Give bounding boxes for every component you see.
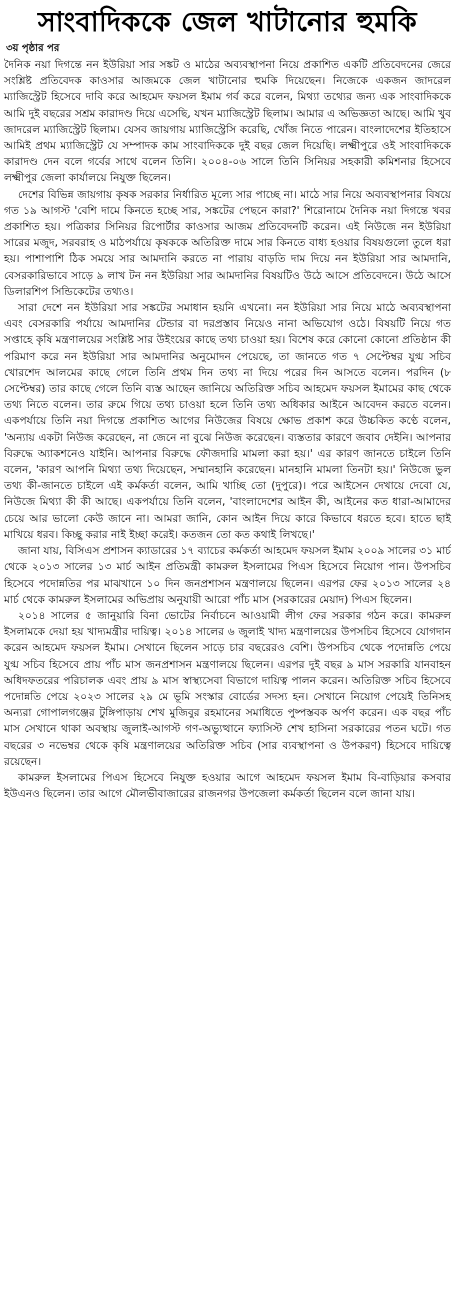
headline: সাংবাদিককে জেল খাটানোর হুমকি: [37, 7, 418, 38]
article-body: [4, 57, 451, 802]
continued-from-label: ৩য় পৃষ্ঠার পর: [6, 43, 60, 54]
paragraph-2: দেশের বিভিন্ন জায়গায় কৃষক সরকার নির্ধারিত মূল্যে সার পাচ্ছে না। মাঠে সার নিয়ে অব্যবস্থাপনার বিষয়ে গত ১৯ আগস্ট 'বেশি দামে কিনতে হচ্ছে সার, সঙ্কটের পেছনে কারা?' শিরোনামে দৈনিক নয়া দিগন্তে খবর প্রকাশিত হয়। পত্রিকার সিনিয়র রিপোর্টার কাওসার আজম প্রতিবেদনটি করেন। এই নিউজে নন ইউরিয়া সারের মজুদ, সরবরাহ ও মাঠপর্যায়ে কৃষককে অতিরিক্ত দামে সার কিনতে বাধ্য হওয়ার বিষয়গুলো তুলে ধরা হয়। পাশাপাশি ঠিক সময়ে সার আমদানি করতে না পারায় বাড়তি দাম দিয়ে নন ইউরিয়া সার আমদানি, বেসরকারিভাবে সাড়ে ৯ লাখ টন নন ইউরিয়া সার আমদানির বিষয়টিও উঠে আসে প্রতিবেদনে। উঠে আসে ডিলারশিপ সিন্ডিকেটের তথ্যও।: [4, 188, 451, 298]
paragraph-1: দৈনিক নয়া দিগন্তে নন ইউরিয়া সার সঙ্কট ও মাঠের অব্যবস্থাপনা নিয়ে প্রকাশিত একটি প্রতিবেদনের জেরে সংশ্লিষ্ট প্রতিবেদক কাওসার আজমকে জেল খাটানোর হুমকি দিয়েছেন। নিজেকে একজন জাদরেল ম্যাজিস্ট্রেট হিসেবে দাবি করে আহমেদ ফয়সল ইমাম গর্ব করে বলেন, মিথ্যা তথ্যের জন্য এক সাংবাদিককে আমি দুই বছরের সশ্রম কারাদণ্ড দিয়ে এসেছি, যখন ম্যাজিস্ট্রেট ছিলাম। আমার এ অভিজ্ঞতা আছে। আমি খুব জাদরেল ম্যাজিস্ট্রেট ছিলাম। যেসব জায়গায় ম্যাজিস্ট্রেসি করেছি, খোঁজ নিতে পারেন। বাংলাদেশের ইতিহাসে আমিই প্রথম ম্যাজিস্ট্রেট যে সম্পাদক কাম সাংবাদিককে দুই বছর জেল দিয়েছি। লক্ষ্মীপুরে ওই সাংবাদিককে কারাদণ্ড দেন বলে গর্বের সাথে বলেন তিনি। ২০০৪-০৬ সালে তিনি সিনিয়র সহকারী কমিশনার হিসেবে লক্ষ্মীপুর জেলা কার্যালয়ে নিযুক্ত ছিলেন।: [4, 59, 451, 185]
paragraph-3: সারা দেশে নন ইউরিয়া সার সঙ্কটের সমাধান হয়নি এখনো। নন ইউরিয়া সার নিয়ে মাঠে অব্যবস্থাপনা এবং বেসরকারি পর্যায়ে আমদানির টেন্ডার বা দরপ্রস্তাব নিয়েও নানা অভিযোগ ওঠে। বিষয়টি নিয়ে গত সপ্তাহে কৃষি মন্ত্রণালয়ের সংশ্লিষ্ট সার উইংয়ের কাছে তথ্য চাওয়া হয়। বিশেষ করে কোনো কোনো প্রতিষ্ঠান কী পরিমাণ করে নন ইউরিয়া সার আমদানির অনুমোদন পেয়েছে, তা জানতে গত ৭ সেপ্টেম্বর যুগ্ম সচিব খোরশেদ আলমের কাছে গেলে তিনি প্রথম দিন তথ্য না দিয়ে পরের দিন আসতে বলেন। পরদিন (৮ সেপ্টেম্বর) তার কাছে গেলে তিনি ব্যস্ত আছেন জানিয়ে অতিরিক্ত সচিব আহমেদ ফয়সল ইমামের কাছ থেকে তথ্য নিতে বলেন। তার রুমে গিয়ে তথ্য চাওয়া হলে তিনি তথ্য অধিকার আইনে আবেদন করতে বলেন। একপর্যায়ে তিনি নয়া দিগন্তে প্রকাশিত আগের নিউজের বিষয়ে ক্ষোভ প্রকাশ করে উচ্চকিত কণ্ঠে বলেন, 'অন্যায় একটা নিউজ করেছেন, না জেনে না বুঝে নিউজ করেছেন। ব্যস্ততার কারণে জবাব দেইনি। আপনার বিরুদ্ধে অ্যাকশনেও যাইনি। আপনার বিরুদ্ধে ফৌজদারি মামলা করা হয়।' এর কারণ জানতে চাইলে তিনি বলেন, 'কারণ আপনি মিথ্যা তথ্য দিয়েছেন, সম্মানহানি করেছেন। মানহানি মামলা তিনটা হয়।' নিউজে ভুল তথ্য কী-জানতে চাইলে এই কর্মকর্তা বলেন, আমি খাচ্ছি তো (দুপুরে)। পরে আইসেন দেখায়ে দেবো যে, নিউজে মিথ্যা কী কী আছে। একপর্যায়ে তিনি বলেন, 'বাংলাদেশের আইন কী, আইনের কত ধারা-আমাদের চেয়ে আর ভালো কেউ জানে না। আমরা জানি, কোন আইন দিয়ে কারে কিভাবে ধরতে হবে। হাতে ছাই মাখিয়ে ধরব। কিচ্ছু করার নাই ইচ্ছা করেই। কতজন তো কত কথাই লিখছে।': [4, 302, 451, 541]
paragraph-5: ২০১৪ সালের ৫ জানুয়ারি বিনা ভোটের নির্বাচনে আওয়ামী লীগ ফের সরকার গঠন করে। কামরুল ইসলামকে দেয়া হয় খাদ্যমন্ত্রীর দায়িত্ব। ২০১৪ সালের ৬ জুলাই খাদ্য মন্ত্রণালয়ের উপসচিব হিসেবে যোগদান করেন আহমেদ ফয়সল ইমাম। সেখানে ছিলেন সাড়ে চার বছরেরও বেশি। উপসচিব থেকে পদোন্নতি পেয়ে যুগ্ম সচিব হিসেবে প্রায় পাঁচ মাস জনপ্রশাসন মন্ত্রণালয়ে ছিলেন। এরপর দুই বছর ৯ মাস সরকারি যানবাহন অধিদফতরের পরিচালক এবং প্রায় ৯ মাস স্বাস্থ্যসেবা বিভাগে দায়িত্ব পালন করেন। অতিরিক্ত সচিব হিসেবে পদোন্নতি পেয়ে ২০২৩ সালের ২৯ মে ভূমি সংস্কার বোর্ডের সদস্য হন। সেখানে নিয়োগ পেয়েই তিনিসহ অন্যরা গোপালগঞ্জের টুঙ্গিপাড়ায় শেখ মুজিবুর রহমানের সমাধিতে পুষ্পস্তবক অর্পণ করেন। এক বছর পাঁচ মাস সেখানে থাকা অবস্থায় জুলাই-আগস্ট গণ-অভ্যুত্থানে ফ্যাসিস্ট শেখ হাসিনা সরকারের পতন ঘটে। গত বছরের ৩ নভেম্বর থেকে কৃষি মন্ত্রণালয়ের অতিরিক্ত সচিব (সার ব্যবস্থাপনা ও উপকরণ) হিসেবে দায়িত্বে রয়েছেন।: [4, 609, 451, 768]
paragraph-4: জানা যায়, বিসিএস প্রশাসন ক্যাডারের ১৭ ব্যাচের কর্মকর্তা আহমেদ ফয়সল ইমাম ২০০৯ সালের ৩১ মার্চ থেকে ২০১৩ সালের ১৩ মার্চ আইন প্রতিমন্ত্রী কামরুল ইসলামের পিএস হিসেবে নিয়োগ পান। উপসচিব হিসেবে পদোন্নতির পর মাঝখানে ১০ দিন জনপ্রশাসন মন্ত্রণালয়ে ছিলেন। এরপর ফের ২০১৩ সালের ২৪ মার্চ থেকে কামরুল ইসলামের অভিপ্রায় অনুযায়ী আরো পাঁচ মাস (সরকারের মেয়াদ) পিএস ছিলেন।: [4, 545, 451, 606]
paragraph-6: কামরুল ইসলামের পিএস হিসেবে নিযুক্ত হওয়ার আগে আহমেদ ফয়সল ইমাম বি-বাড়িয়ার কসবার ইউএনও ছিলেন। তার আগে মৌলভীবাজারের রাজনগর উপজেলা কর্মকর্তা ছিলেন বলে জানা যায়।: [4, 771, 451, 801]
